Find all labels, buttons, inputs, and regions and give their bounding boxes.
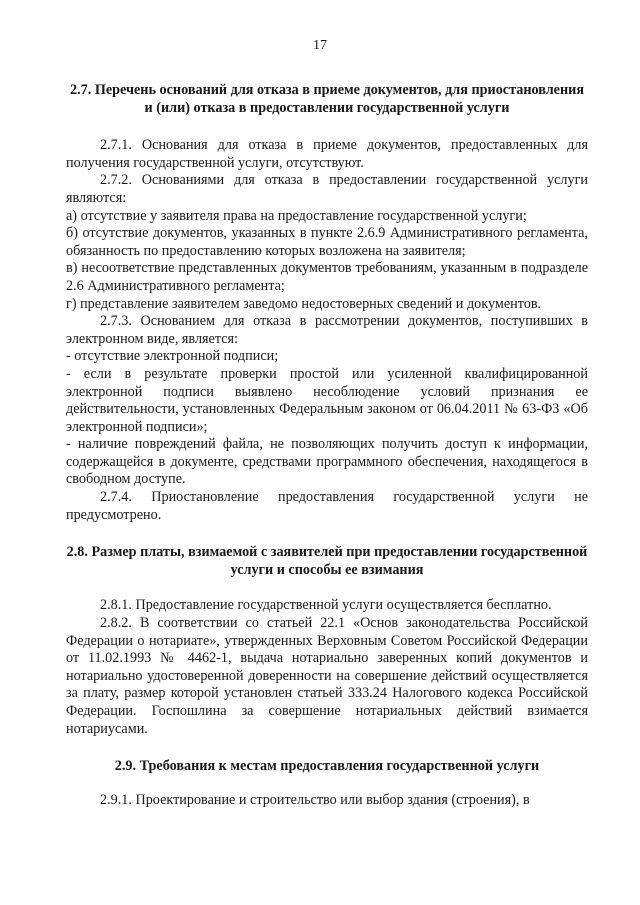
list-item-b: б) отсутствие документов, указанных в пункте 2.6.9 Административного регламента, обязанность по предоставлению которых возложена на заявителя; (66, 225, 588, 259)
section-2-7-heading: 2.7. Перечень оснований для отказа в приеме документов, для приостановления и (или) отказа в предоставлении государственной услуги (70, 82, 584, 116)
paragraph-2-7-1: 2.7.1. Основания для отказа в приеме документов, предоставленных для получения государственной услуги, отсутствуют. (66, 137, 588, 171)
paragraph-2-8-1: 2.8.1. Предоставление государственной услуги осуществляется бесплатно. (100, 597, 552, 614)
paragraph-2-7-3: 2.7.3. Основанием для отказа в рассмотрении документов, поступивших в электронном виде, является: (66, 313, 588, 347)
bullet-file-damage: - наличие повреждений файла, не позволяющих получить доступ к информации, содержащейся в документе, средствами программного обеспечения, находящегося в свободном доступе. (66, 436, 588, 488)
list-item-v: в) несоответствие представленных документов требованиям, указанным в подразделе 2.6 Административного регламента; (66, 260, 588, 294)
bullet-signature-check: - если в результате проверки простой или усиленной квалифицированной электронной подписи выявлено несоблюдение условий признания ее действительности, установленных Федеральным законом от 06.04.2011 № 63-ФЗ «Об электронной подписи»; (66, 365, 588, 435)
section-2-9-heading: 2.9. Требования к местам предоставления государственной услуги (114, 758, 540, 775)
paragraph-2-8-2: 2.8.2. В соответствии со статьей 22.1 «Основ законодательства Российской Федерации о нотариате», утвержденных Верховным Советом Российской Федерации от 11.02.1993 № 4462-1, выдача нотариально заверенных копий документов и нотариально удостоверенной доверенности на совершение действий осуществляется за плату, размер которой установлен статьей 333.24 Налогового кодекса Российской Федерации. Госпошлина за совершение нотариальных действий взимается нотариусами. (66, 615, 588, 737)
paragraph-2-7-2: 2.7.2. Основаниями для отказа в предоставлении государственной услуги являются: (66, 172, 588, 206)
document-body (66, 82, 588, 809)
bullet-no-signature: - отсутствие электронной подписи; (66, 348, 279, 365)
section-2-8-heading: 2.8. Размер платы, взимаемой с заявителей при предоставлении государственной услуги и способы ее взимания (66, 544, 588, 578)
list-item-a: а) отсутствие у заявителя права на предоставление государственной услуги; (66, 207, 527, 224)
paragraph-2-7-4: 2.7.4. Приостановление предоставления государственной услуги не предусмотрено. (66, 489, 588, 523)
list-item-g: г) представление заявителем заведомо недостоверных сведений и документов. (66, 295, 542, 312)
paragraph-2-9-1: 2.9.1. Проектирование и строительство или выбор здания (строения), в (100, 791, 530, 808)
page-number: 17 (313, 38, 327, 53)
